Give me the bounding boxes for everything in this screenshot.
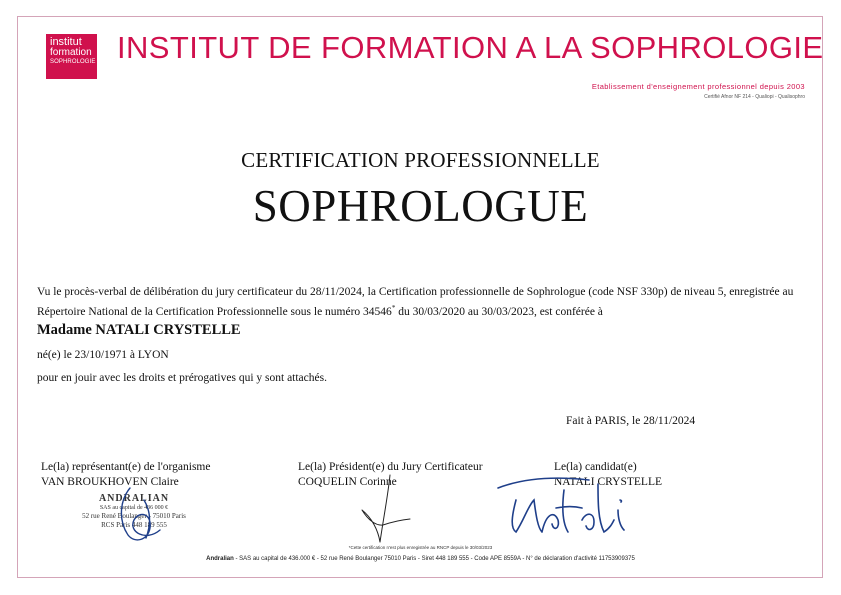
footer-company: Andralian <box>206 556 234 562</box>
footer-legal-info <box>0 556 841 562</box>
birth-info: né(e) le 23/10/1971 à LYON <box>37 349 169 361</box>
recipient-name: Madame NATALI CRYSTELLE <box>37 322 241 338</box>
institute-logo <box>46 34 97 79</box>
jury-signature-image <box>350 470 420 550</box>
certificate-body <box>37 284 817 320</box>
place-and-date: Fait à PARIS, le 28/11/2024 <box>566 415 696 427</box>
stamp-rcs: RCS Paris 448 189 555 <box>101 521 167 529</box>
jury-role: Le(la) Président(e) du Jury Certificateur <box>298 461 483 473</box>
body-text-part-a: Vu le procès-verbal de délibération du jury certificateur du 28/11/2024, la Certification professionnelle de Sophrologue (code NSF 330p) de niveau 5, enregistrée au Répertoire National de la Certification Professionnelle sous le numéro 34546 <box>37 286 794 318</box>
logo-line-3: SOPHROLOGIE <box>50 59 96 65</box>
jury-signatory-name: COQUELIN Corinne <box>298 476 397 488</box>
institute-certifications: Certifié Afnor NF 214 - Qualiopi - Qualisophro <box>704 94 805 100</box>
organisation-signatory-name: VAN BROUKHOVEN Claire <box>41 476 179 488</box>
candidate-signature-image <box>494 470 644 545</box>
institute-tagline: Etablissement d'enseignement professionnel depuis 2003 <box>591 82 805 91</box>
institute-name: INSTITUT DE FORMATION A LA SOPHROLOGIE <box>117 30 824 65</box>
rights-statement: pour en jouir avec les droits et prérogatives qui y sont attachés. <box>37 372 327 384</box>
certificate-title: SOPHROLOGUE <box>252 181 589 231</box>
footnote: *Cette certification n'est plus enregistrée au RNCP depuis le 30/03/2023 <box>348 545 493 550</box>
body-text-part-b: du 30/03/2020 au 30/03/2023, est conférée à <box>395 305 603 318</box>
organisation-role: Le(la) représentant(e) de l'organisme <box>41 461 211 473</box>
candidate-role: Le(la) candidat(e) <box>554 461 637 473</box>
stamp-address: 52 rue René Boulanger - 75010 Paris <box>82 512 186 520</box>
stamp-company: ANDRALIAN <box>98 493 170 504</box>
stamp-capital: SAS au capital de 436 000 € <box>99 505 169 511</box>
logo-line-2: formation <box>50 47 92 58</box>
candidate-signatory-name: NATALI CRYSTELLE <box>554 476 663 488</box>
certificate-heading: CERTIFICATION PROFESSIONNELLE <box>241 148 600 172</box>
footer-details: - SAS au capital de 436.000 € - 52 rue René Boulanger 75010 Paris - Siret 448 189 555 - Code APE 8559A - N° de déclaration d'activité 11753909375 <box>233 556 635 562</box>
logo-line-1: institut <box>50 36 82 48</box>
organisation-signature-image <box>100 480 180 550</box>
footnote-mark: * <box>391 304 396 312</box>
